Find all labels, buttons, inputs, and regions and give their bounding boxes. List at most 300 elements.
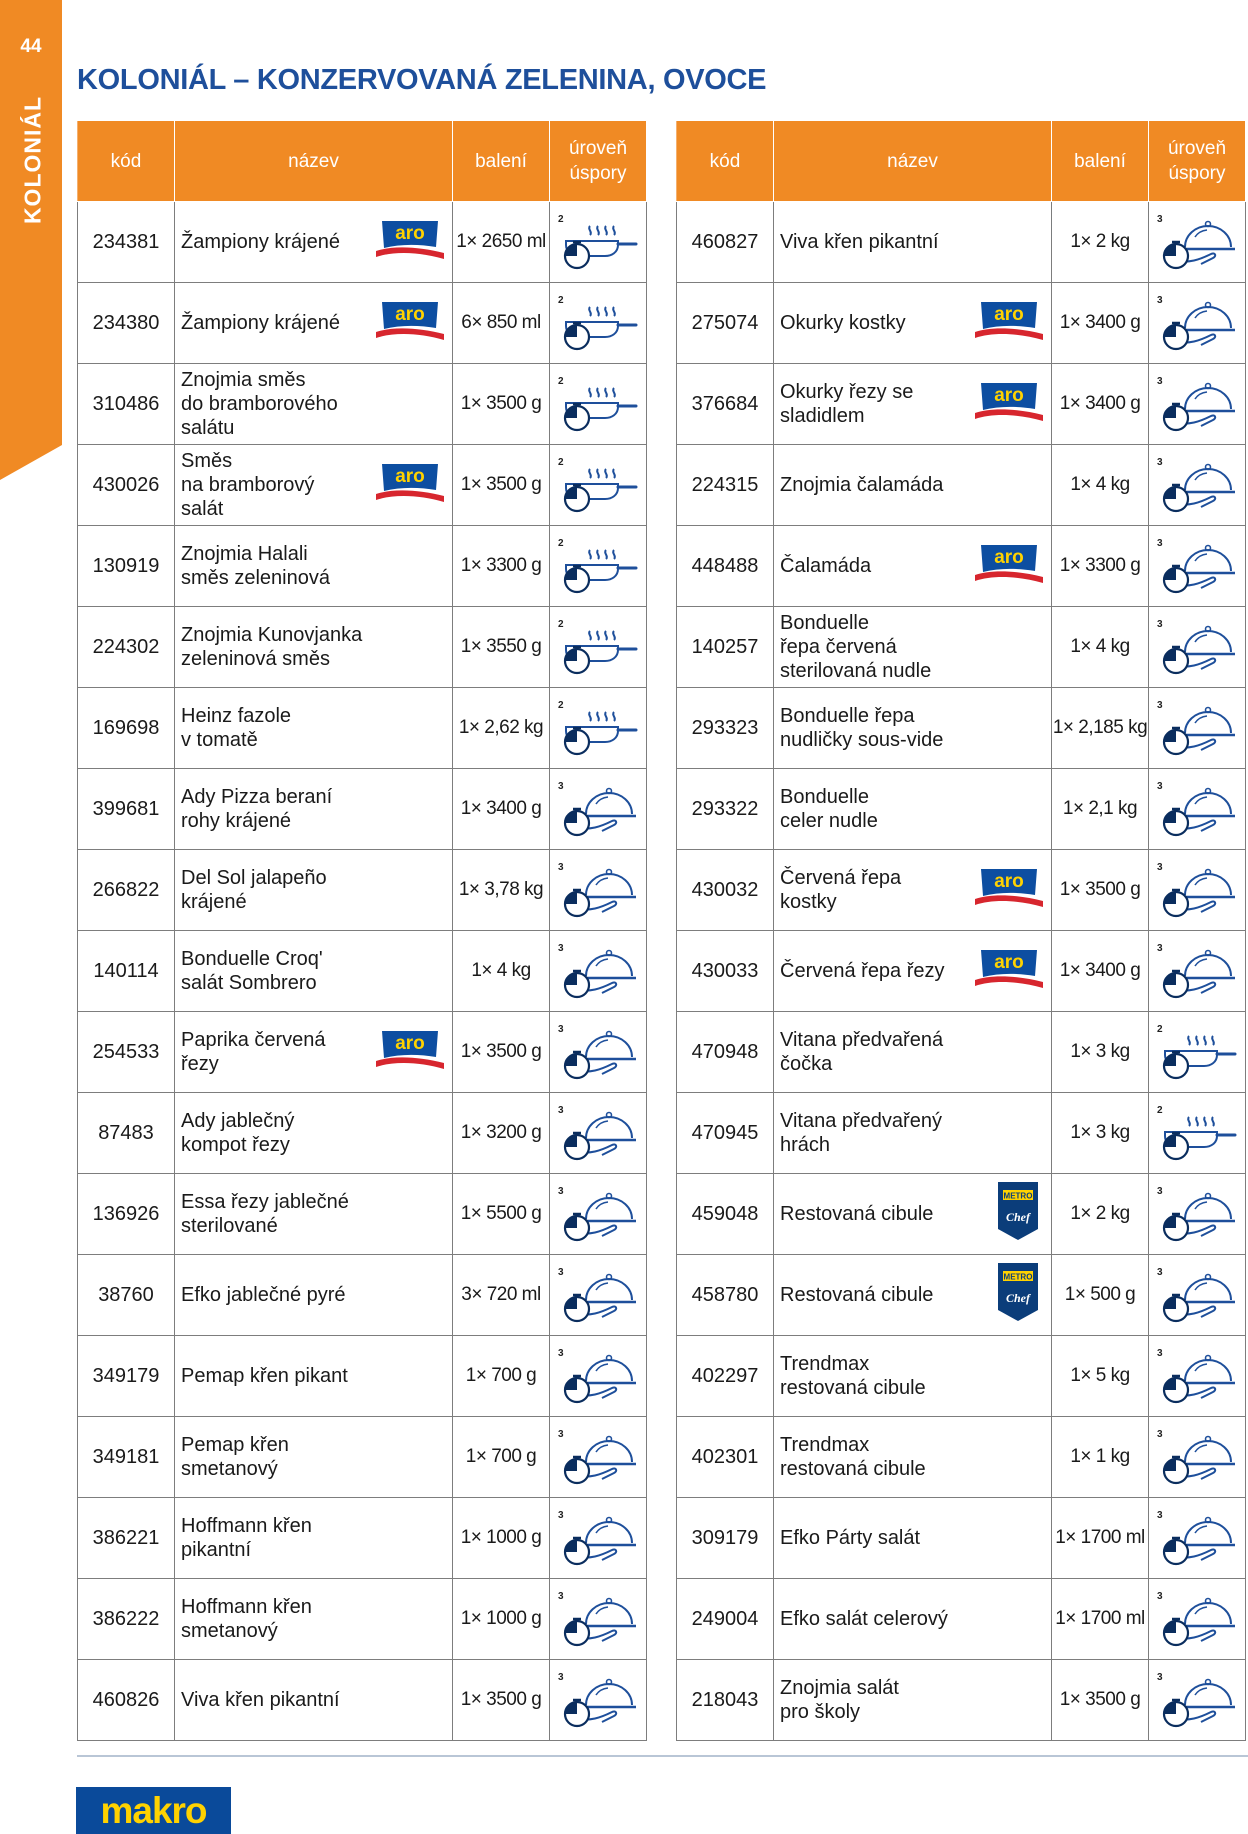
product-code: 87483 <box>78 1093 175 1174</box>
cloche-icon <box>550 860 646 920</box>
product-code: 460827 <box>677 202 774 283</box>
page-number: 44 <box>20 36 42 57</box>
section-tab <box>0 0 62 480</box>
product-name-line: krájené <box>181 891 247 913</box>
product-name-line: Směs <box>181 450 233 472</box>
savings-level-cell <box>550 283 647 364</box>
product-pack: 1× 2,1 kg <box>1052 769 1149 850</box>
product-code: 349179 <box>78 1336 175 1417</box>
svg-text:aro: aro <box>994 547 1024 568</box>
savings-level-cell <box>550 1579 647 1660</box>
savings-level-cell <box>550 607 647 688</box>
table-row <box>78 769 647 850</box>
product-code: 386221 <box>78 1498 175 1579</box>
product-name-line: smetanový <box>181 1620 278 1642</box>
product-name-line: Okurky kostky <box>780 312 906 334</box>
product-name <box>181 1364 348 1388</box>
product-name-cell <box>175 1417 453 1498</box>
header-level-line1: úroveň <box>1167 138 1227 159</box>
product-code: 430026 <box>78 445 175 526</box>
savings-level-cell <box>1149 1417 1246 1498</box>
product-name <box>780 1526 920 1550</box>
product-name-line: Žampiony krájené <box>181 312 340 334</box>
product-pack: 1× 3400 g <box>1052 364 1149 445</box>
savings-level-cell <box>1149 1093 1246 1174</box>
product-name-line: čočka <box>780 1053 833 1075</box>
table-row <box>78 364 647 445</box>
table-row <box>78 1012 647 1093</box>
product-code: 254533 <box>78 1012 175 1093</box>
product-name-line: salát <box>181 498 224 520</box>
product-pack: 1× 1000 g <box>453 1498 550 1579</box>
product-name-line: Ady Pizza beraní <box>181 786 333 808</box>
product-name-line: Heinz fazole <box>181 705 292 727</box>
product-name <box>181 785 332 833</box>
svg-text:3: 3 <box>1157 538 1163 549</box>
product-code: 460826 <box>78 1660 175 1741</box>
product-table-right <box>676 120 1246 1741</box>
product-code: 234381 <box>78 202 175 283</box>
header-name: název <box>175 121 453 202</box>
svg-text:3: 3 <box>558 1024 564 1035</box>
product-name-cell <box>175 931 453 1012</box>
aro-logo <box>374 1027 446 1077</box>
savings-level-cell <box>550 445 647 526</box>
table-row <box>677 931 1246 1012</box>
savings-level-cell <box>550 850 647 931</box>
product-name-line: salát Sombrero <box>181 972 317 994</box>
product-code: 458780 <box>677 1255 774 1336</box>
product-name-line: Pemap křen <box>181 1434 289 1456</box>
product-name-cell <box>774 526 1052 607</box>
product-pack: 1× 3 kg <box>1052 1012 1149 1093</box>
savings-level-cell <box>550 688 647 769</box>
product-name-cell <box>774 1579 1052 1660</box>
product-code: 140257 <box>677 607 774 688</box>
frying-pan-icon <box>1149 1103 1245 1163</box>
product-code: 224302 <box>78 607 175 688</box>
table-row <box>677 526 1246 607</box>
cloche-icon <box>1149 1265 1245 1325</box>
product-pack: 1× 3,78 kg <box>453 850 550 931</box>
product-name-line: zeleninová směs <box>181 648 330 670</box>
product-code: 399681 <box>78 769 175 850</box>
svg-text:3: 3 <box>1157 214 1163 225</box>
product-name-line: Vitana předvařená <box>780 1029 944 1051</box>
cloche-icon <box>550 1427 646 1487</box>
svg-text:3: 3 <box>558 1267 564 1278</box>
cloche-icon <box>1149 1427 1245 1487</box>
product-pack: 1× 3400 g <box>453 769 550 850</box>
svg-text:aro: aro <box>395 466 425 487</box>
cloche-icon <box>1149 1589 1245 1649</box>
savings-level-cell <box>1149 1579 1246 1660</box>
product-code: 430033 <box>677 931 774 1012</box>
svg-text:3: 3 <box>1157 1591 1163 1602</box>
table-row <box>78 1093 647 1174</box>
product-code: 140114 <box>78 931 175 1012</box>
product-pack: 1× 5 kg <box>1052 1336 1149 1417</box>
savings-level-cell <box>1149 1174 1246 1255</box>
product-pack: 1× 4 kg <box>1052 607 1149 688</box>
product-name <box>181 449 314 521</box>
product-name <box>181 1688 340 1712</box>
savings-level-cell <box>550 1660 647 1741</box>
product-name-line: Červená řepa <box>780 867 902 889</box>
product-name <box>780 1352 926 1400</box>
frying-pan-icon <box>550 455 646 515</box>
product-name <box>181 704 291 752</box>
product-name <box>181 368 338 440</box>
aro-logo <box>973 541 1045 591</box>
cloche-icon <box>550 1103 646 1163</box>
svg-text:aro: aro <box>395 1033 425 1054</box>
product-name-line: Trendmax <box>780 1434 870 1456</box>
product-pack: 1× 1000 g <box>453 1579 550 1660</box>
table-row <box>78 445 647 526</box>
footer-divider <box>77 1755 1248 1757</box>
cloche-icon <box>1149 860 1245 920</box>
product-name <box>780 1607 948 1631</box>
savings-level-cell <box>1149 445 1246 526</box>
product-name-line: Efko jablečné pyré <box>181 1284 346 1306</box>
product-name-line: Žampiony krájené <box>181 231 340 253</box>
product-name <box>780 785 878 833</box>
table-row <box>78 1498 647 1579</box>
savings-level-cell <box>1149 526 1246 607</box>
header-level <box>550 121 647 202</box>
product-name-line: v tomatě <box>181 729 258 751</box>
svg-text:3: 3 <box>1157 1186 1163 1197</box>
svg-text:aro: aro <box>994 304 1024 325</box>
product-name-cell <box>175 1498 453 1579</box>
product-name <box>181 1283 346 1307</box>
product-name-cell <box>175 1012 453 1093</box>
product-code: 470945 <box>677 1093 774 1174</box>
product-code: 309179 <box>677 1498 774 1579</box>
svg-text:3: 3 <box>1157 1429 1163 1440</box>
table-row <box>677 445 1246 526</box>
savings-level-cell <box>1149 769 1246 850</box>
product-name-line: Viva křen pikantní <box>780 231 939 253</box>
product-name-line: restovaná cibule <box>780 1458 926 1480</box>
table-row <box>677 1255 1246 1336</box>
product-name-cell <box>175 1579 453 1660</box>
product-name-line: kompot řezy <box>181 1134 290 1156</box>
savings-level-cell <box>1149 1255 1246 1336</box>
frying-pan-icon <box>550 374 646 434</box>
header-code: kód <box>78 121 175 202</box>
savings-level-cell <box>1149 607 1246 688</box>
product-name-line: Restovaná cibule <box>780 1203 934 1225</box>
product-name-line: hrách <box>780 1134 831 1156</box>
table-header-row <box>677 121 1246 202</box>
cloche-icon <box>550 779 646 839</box>
cloche-icon <box>1149 941 1245 1001</box>
product-pack: 1× 1700 ml <box>1052 1498 1149 1579</box>
table-row <box>677 1336 1246 1417</box>
product-name-line: sterilované <box>181 1215 278 1237</box>
product-name <box>181 1595 312 1643</box>
product-name-line: Viva křen pikantní <box>181 1689 340 1711</box>
product-name-line: Del Sol jalapeño <box>181 867 327 889</box>
aro-logo <box>973 298 1045 348</box>
savings-level-cell <box>550 1093 647 1174</box>
makro-logo: makro <box>76 1787 231 1834</box>
svg-text:3: 3 <box>558 1510 564 1521</box>
product-name-cell <box>175 202 453 283</box>
svg-text:2: 2 <box>558 295 564 306</box>
product-name <box>181 230 340 254</box>
savings-level-cell <box>1149 1012 1246 1093</box>
product-name-line: Znojmia Halali <box>181 543 308 565</box>
table-row <box>677 202 1246 283</box>
product-name-line: na bramborový <box>181 474 315 496</box>
product-name-cell <box>774 1174 1052 1255</box>
product-pack: 6× 850 ml <box>453 283 550 364</box>
product-name-cell <box>774 1012 1052 1093</box>
cloche-icon <box>1149 293 1245 353</box>
product-name-line: rohy krájené <box>181 810 292 832</box>
cloche-icon <box>550 1589 646 1649</box>
cloche-icon <box>1149 779 1245 839</box>
product-pack: 1× 5500 g <box>453 1174 550 1255</box>
product-code: 130919 <box>78 526 175 607</box>
product-code: 402297 <box>677 1336 774 1417</box>
product-name-line: Čalamáda <box>780 555 872 577</box>
header-code: kód <box>677 121 774 202</box>
product-name <box>181 311 340 335</box>
product-name <box>181 947 323 995</box>
svg-text:2: 2 <box>558 214 564 225</box>
savings-level-cell <box>550 931 647 1012</box>
aro-logo <box>973 379 1045 429</box>
product-pack: 1× 3200 g <box>453 1093 550 1174</box>
product-pack: 1× 1 kg <box>1052 1417 1149 1498</box>
savings-level-cell <box>1149 1498 1246 1579</box>
product-name-cell <box>175 607 453 688</box>
table-row <box>78 1174 647 1255</box>
table-row <box>677 1498 1246 1579</box>
svg-text:3: 3 <box>1157 1348 1163 1359</box>
cloche-icon <box>1149 1670 1245 1730</box>
savings-level-cell <box>1149 931 1246 1012</box>
product-name-line: Vitana předvařený <box>780 1110 942 1132</box>
table-row <box>78 1660 647 1741</box>
cloche-icon <box>550 1022 646 1082</box>
product-name-cell <box>774 364 1052 445</box>
product-code: 224315 <box>677 445 774 526</box>
product-pack: 1× 2 kg <box>1052 202 1149 283</box>
cloche-icon <box>550 1508 646 1568</box>
cloche-icon <box>1149 1184 1245 1244</box>
product-name-line: Paprika červená <box>181 1029 326 1051</box>
aro-logo <box>973 946 1045 996</box>
product-code: 376684 <box>677 364 774 445</box>
product-name-cell <box>774 850 1052 931</box>
savings-level-cell <box>550 1417 647 1498</box>
product-name-line: Essa řezy jablečné <box>181 1191 349 1213</box>
product-name-cell <box>774 607 1052 688</box>
product-name <box>780 1433 926 1481</box>
svg-text:Chef: Chef <box>1006 1210 1030 1224</box>
frying-pan-icon <box>550 212 646 272</box>
product-pack: 1× 3550 g <box>453 607 550 688</box>
header-pack: balení <box>453 121 550 202</box>
product-name-cell <box>175 445 453 526</box>
savings-level-cell <box>550 769 647 850</box>
product-name-cell <box>774 1417 1052 1498</box>
product-name <box>780 311 906 335</box>
product-pack: 1× 1700 ml <box>1052 1579 1149 1660</box>
svg-text:3: 3 <box>1157 1267 1163 1278</box>
table-header-row <box>78 121 647 202</box>
cloche-icon <box>1149 617 1245 677</box>
table-row <box>78 607 647 688</box>
savings-level-cell <box>550 364 647 445</box>
savings-level-cell <box>550 202 647 283</box>
product-name <box>181 1028 326 1076</box>
product-pack: 1× 700 g <box>453 1417 550 1498</box>
product-name-cell <box>175 1336 453 1417</box>
svg-text:3: 3 <box>558 1429 564 1440</box>
product-code: 249004 <box>677 1579 774 1660</box>
product-pack: 1× 4 kg <box>453 931 550 1012</box>
product-name-line: Bonduelle Croq' <box>181 948 323 970</box>
aro-logo <box>973 865 1045 915</box>
product-name-line: pro školy <box>780 1701 861 1723</box>
svg-text:3: 3 <box>1157 1510 1163 1521</box>
product-code: 448488 <box>677 526 774 607</box>
product-name-line: směs zeleninová <box>181 567 330 589</box>
product-code: 38760 <box>78 1255 175 1336</box>
svg-text:2: 2 <box>558 538 564 549</box>
cloche-icon <box>550 1184 646 1244</box>
product-name-line: řezy <box>181 1053 219 1075</box>
cloche-icon <box>1149 374 1245 434</box>
product-name-line: Červená řepa řezy <box>780 960 945 982</box>
product-name <box>780 230 939 254</box>
product-name-line: do bramborového <box>181 393 338 415</box>
savings-level-cell <box>550 1012 647 1093</box>
product-pack: 1× 500 g <box>1052 1255 1149 1336</box>
svg-text:3: 3 <box>558 781 564 792</box>
page-title: KOLONIÁL – KONZERVOVANÁ ZELENINA, OVOCE <box>77 64 767 96</box>
frying-pan-icon <box>550 617 646 677</box>
svg-text:3: 3 <box>558 1186 564 1197</box>
product-pack: 1× 3 kg <box>1052 1093 1149 1174</box>
product-name <box>181 1433 289 1481</box>
table-row <box>78 850 647 931</box>
cloche-icon <box>550 1670 646 1730</box>
product-name-line: salátu <box>181 417 235 439</box>
product-name-cell <box>774 1336 1052 1417</box>
aro-logo <box>374 298 446 348</box>
product-name-line: pikantní <box>181 1539 252 1561</box>
product-name-cell <box>774 283 1052 364</box>
product-name <box>780 704 943 752</box>
savings-level-cell <box>550 1255 647 1336</box>
product-name-cell <box>175 769 453 850</box>
product-name-line: Bonduelle <box>780 612 869 634</box>
product-pack: 1× 4 kg <box>1052 445 1149 526</box>
svg-text:3: 3 <box>1157 457 1163 468</box>
product-name <box>181 1514 312 1562</box>
product-pack: 1× 3500 g <box>1052 1660 1149 1741</box>
frying-pan-icon <box>550 293 646 353</box>
product-name-cell <box>774 1255 1052 1336</box>
product-name-cell <box>774 1093 1052 1174</box>
savings-level-cell <box>550 526 647 607</box>
product-code: 293322 <box>677 769 774 850</box>
product-name-cell <box>175 1255 453 1336</box>
product-pack: 1× 2650 ml <box>453 202 550 283</box>
product-name-line: Efko salát celerový <box>780 1608 948 1630</box>
table-row <box>78 1336 647 1417</box>
product-name-line: smetanový <box>181 1458 278 1480</box>
product-code: 430032 <box>677 850 774 931</box>
svg-text:3: 3 <box>558 1105 564 1116</box>
svg-text:aro: aro <box>994 952 1024 973</box>
svg-text:2: 2 <box>1157 1105 1163 1116</box>
svg-text:3: 3 <box>1157 781 1163 792</box>
cloche-icon <box>550 941 646 1001</box>
savings-level-cell <box>1149 364 1246 445</box>
savings-level-cell <box>550 1498 647 1579</box>
product-name <box>780 1028 943 1076</box>
product-name-cell <box>175 1174 453 1255</box>
svg-text:3: 3 <box>1157 862 1163 873</box>
product-name-cell <box>175 1660 453 1741</box>
table-row <box>677 1417 1246 1498</box>
table-row <box>677 364 1246 445</box>
product-name-cell <box>175 526 453 607</box>
svg-text:3: 3 <box>558 1672 564 1683</box>
svg-text:aro: aro <box>395 223 425 244</box>
product-name-cell <box>774 445 1052 526</box>
svg-text:2: 2 <box>558 700 564 711</box>
table-row <box>677 1579 1246 1660</box>
product-name-cell <box>774 931 1052 1012</box>
table-row <box>677 283 1246 364</box>
frying-pan-icon <box>550 698 646 758</box>
product-name <box>780 1676 899 1724</box>
product-pack: 1× 2,185 kg <box>1052 688 1149 769</box>
product-pack: 1× 3500 g <box>453 1012 550 1093</box>
product-name-line: řepa červená <box>780 636 897 658</box>
product-name-line: Znojmia salát <box>780 1677 899 1699</box>
cloche-icon <box>1149 212 1245 272</box>
product-table-left <box>77 120 647 1741</box>
cloche-icon <box>550 1346 646 1406</box>
product-name-line: Efko Párty salát <box>780 1527 921 1549</box>
header-level-line2: úspory <box>1168 163 1226 184</box>
svg-text:aro: aro <box>395 304 425 325</box>
product-code: 459048 <box>677 1174 774 1255</box>
product-name-line: Znojmia čalamáda <box>780 474 944 496</box>
svg-text:3: 3 <box>558 943 564 954</box>
product-name-cell <box>774 688 1052 769</box>
cloche-icon <box>1149 1508 1245 1568</box>
savings-level-cell <box>1149 283 1246 364</box>
svg-text:3: 3 <box>1157 376 1163 387</box>
product-name-cell <box>774 1660 1052 1741</box>
product-name <box>780 611 931 683</box>
product-name-line: Ady jablečný <box>181 1110 295 1132</box>
product-name-line: nudličky sous-vide <box>780 729 944 751</box>
header-name: název <box>774 121 1052 202</box>
table-row <box>677 1012 1246 1093</box>
